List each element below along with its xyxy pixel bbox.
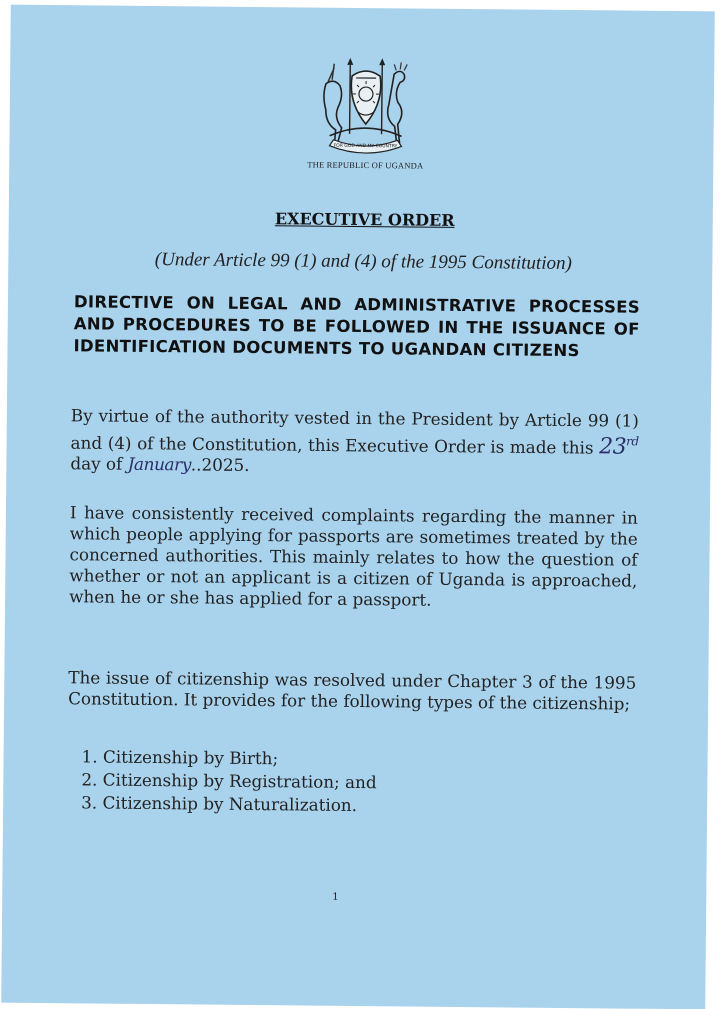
handwritten-month: January bbox=[127, 455, 191, 476]
paragraph-2: I have consistently received complaints regarding the manner in which people applying for passports are sometimes treated by the concerned authorities. This mainly relates to how the question of whether or not an applicant is a citizen of Uganda is approached, when he or she has applied for a passport. bbox=[69, 502, 639, 610]
handwritten-day: 23rd bbox=[599, 434, 639, 460]
year-text: ..2025. bbox=[190, 454, 250, 476]
page-title: EXECUTIVE ORDER bbox=[274, 209, 455, 230]
directive-heading: DIRECTIVE ON LEGAL AND ADMINISTRATIVE PROCESSES AND PROCEDURES TO BE FOLLOWED IN THE ISSUANCE OF IDENTIFICATION DOCUMENTS TO UGANDAN CITIZENS bbox=[73, 292, 641, 361]
paragraph-1 bbox=[70, 405, 639, 481]
paragraph-1-text: By virtue of the authority vested in the President by Article 99 (1) and (4) of the Constitution, this Executive Order is made this bbox=[70, 405, 639, 458]
page-number: 1 bbox=[332, 891, 339, 903]
republic-heading: THE REPUBLIC OF UGANDA bbox=[307, 159, 424, 171]
day-of-label: day of bbox=[70, 453, 123, 475]
crest-motto: FOR GOD AND MY COUNTRY bbox=[333, 143, 398, 150]
list-item: 3. Citizenship by Naturalization. bbox=[81, 792, 358, 816]
subtitle: (Under Article 99 (1) and (4) of the 1995 Constitution) bbox=[154, 249, 572, 275]
document-page bbox=[1, 5, 715, 1009]
citizenship-types-list bbox=[81, 745, 377, 817]
paragraph-3: The issue of citizenship was resolved under Chapter 3 of the 1995 Constitution. It provides for the following types of the citizenship; bbox=[68, 667, 637, 714]
uganda-coat-of-arms-icon bbox=[309, 54, 422, 163]
list-item: 2. Citizenship by Registration; and bbox=[81, 769, 377, 793]
list-item: 1. Citizenship by Birth; bbox=[81, 746, 279, 769]
